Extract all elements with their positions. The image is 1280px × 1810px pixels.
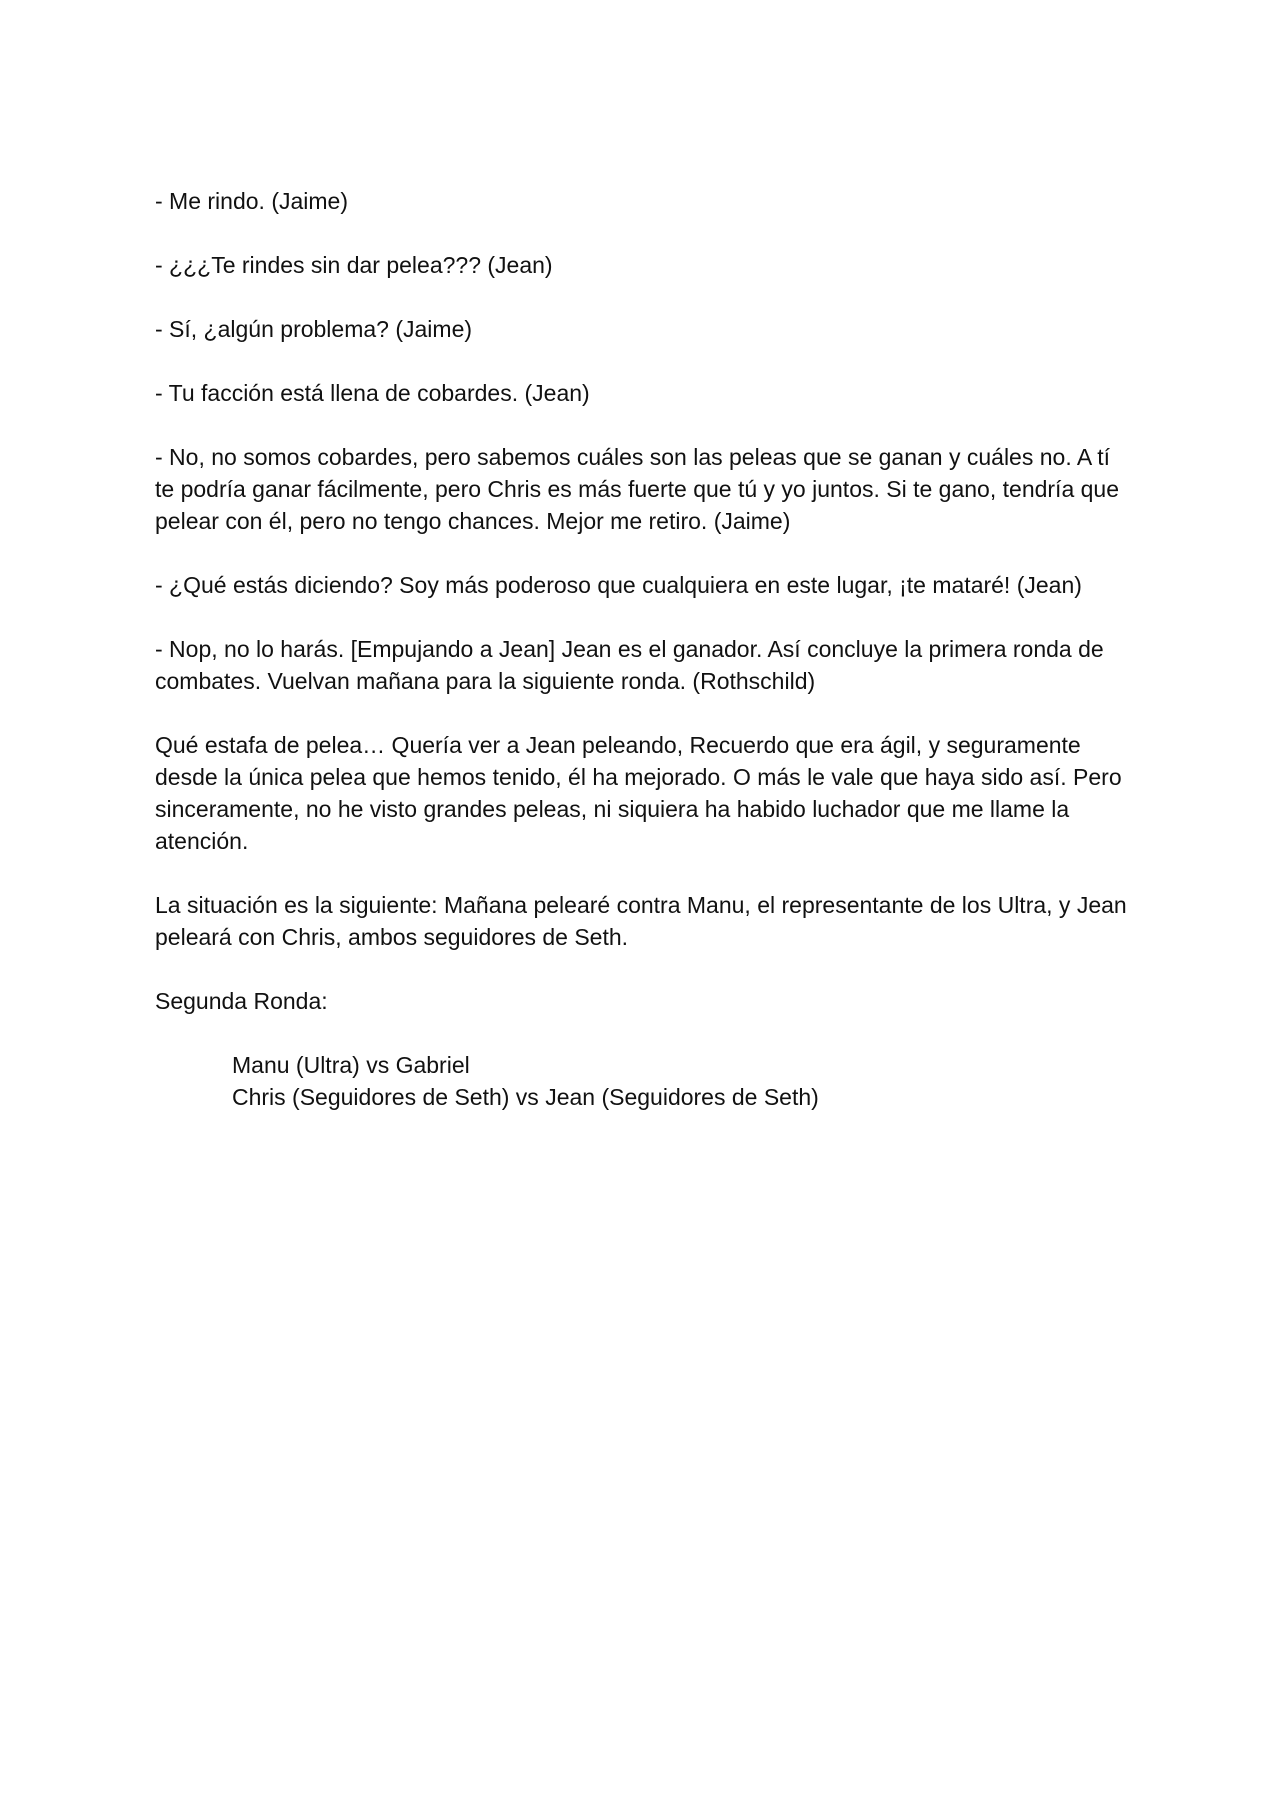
matchup-item: Chris (Seguidores de Seth) vs Jean (Seguidores de Seth) bbox=[232, 1084, 819, 1110]
dialogue-line: - Sí, ¿algún problema? (Jaime) bbox=[155, 316, 473, 342]
matchup-item: Manu (Ultra) vs Gabriel bbox=[232, 1052, 470, 1078]
document-body bbox=[155, 185, 1135, 1113]
dialogue-line: - Me rindo. (Jaime) bbox=[155, 188, 348, 214]
dialogue-line: - No, no somos cobardes, pero sabemos cuáles son las peleas que se ganan y cuáles no. A tí te podría ganar fácilmente, pero Chris es más fuerte que tú y yo juntos. Si te gano, tendría que pelear con él, pero no tengo chances. Mejor me retiro. (Jaime) bbox=[155, 444, 1120, 534]
dialogue-line: - Tu facción está llena de cobardes. (Jean) bbox=[155, 380, 590, 406]
narration-paragraph: Qué estafa de pelea… Quería ver a Jean peleando, Recuerdo que era ágil, y seguramente desde la única pelea que hemos tenido, él ha mejorado. O más le vale que haya sido así. Pero sinceramente, no he visto grandes peleas, ni siquiera ha habido luchador que me llame la atención. bbox=[155, 732, 1122, 854]
matchup-list bbox=[155, 1049, 1135, 1113]
dialogue-line: - ¿¿¿Te rindes sin dar pelea??? (Jean) bbox=[155, 252, 553, 278]
narration-paragraph: La situación es la siguiente: Mañana pelearé contra Manu, el representante de los Ultra, y Jean peleará con Chris, ambos seguidores de Seth. bbox=[155, 892, 1127, 950]
dialogue-line: - Nop, no lo harás. [Empujando a Jean] Jean es el ganador. Así concluye la primera ronda de combates. Vuelvan mañana para la siguiente ronda. (Rothschild) bbox=[155, 636, 1104, 694]
section-label: Segunda Ronda: bbox=[155, 988, 328, 1014]
dialogue-line: - ¿Qué estás diciendo? Soy más poderoso que cualquiera en este lugar, ¡te mataré! (Jean) bbox=[155, 572, 1082, 598]
